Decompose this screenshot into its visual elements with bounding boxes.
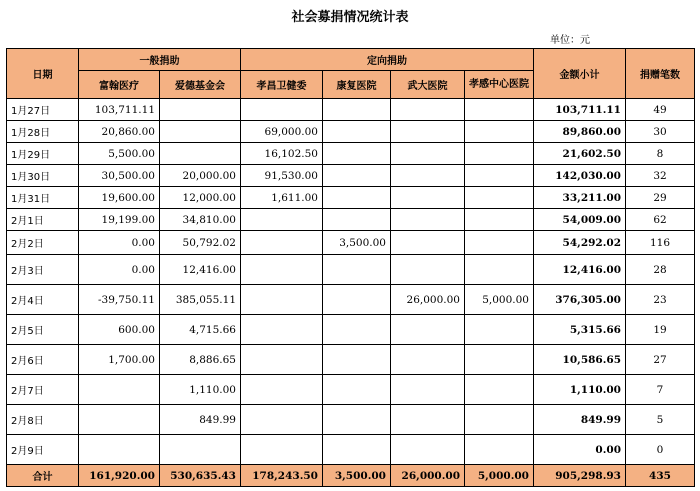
cell-count: 62	[626, 209, 695, 231]
total-xiaochang: 178,243.50	[241, 465, 323, 487]
cell-kangfu	[323, 315, 391, 345]
cell-count: 49	[626, 99, 695, 121]
cell-xiaochang	[241, 285, 323, 315]
cell-aide: 34,810.00	[160, 209, 241, 231]
cell-aide: 849.99	[160, 405, 241, 435]
cell-date: 2月9日	[7, 435, 79, 465]
cell-kangfu	[323, 99, 391, 121]
cell-count: 29	[626, 187, 695, 209]
cell-count: 0	[626, 435, 695, 465]
cell-aide: 12,416.00	[160, 255, 241, 285]
cell-subtotal: 33,211.00	[534, 187, 626, 209]
cell-aide	[160, 143, 241, 165]
cell-subtotal: 849.99	[534, 405, 626, 435]
total-aide: 530,635.43	[160, 465, 241, 487]
cell-kangfu	[323, 435, 391, 465]
header-count: 捐赠笔数	[626, 49, 695, 99]
cell-subtotal: 103,711.11	[534, 99, 626, 121]
cell-count: 5	[626, 405, 695, 435]
cell-wuda	[391, 143, 465, 165]
cell-date: 2月5日	[7, 315, 79, 345]
cell-kangfu	[323, 405, 391, 435]
cell-kangfu	[323, 165, 391, 187]
cell-date: 2月4日	[7, 285, 79, 315]
total-xiaogan: 5,000.00	[465, 465, 534, 487]
donation-table	[6, 48, 695, 487]
total-kangfu: 3,500.00	[323, 465, 391, 487]
cell-xiaochang	[241, 99, 323, 121]
cell-aide: 8,886.65	[160, 345, 241, 375]
table-row	[7, 121, 695, 143]
cell-count: 28	[626, 255, 695, 285]
cell-xiaochang	[241, 231, 323, 255]
cell-fuhan: 0.00	[79, 231, 160, 255]
cell-wuda: 26,000.00	[391, 285, 465, 315]
cell-kangfu	[323, 345, 391, 375]
cell-xiaogan	[465, 143, 534, 165]
cell-xiaogan	[465, 231, 534, 255]
cell-fuhan	[79, 405, 160, 435]
cell-fuhan: 103,711.11	[79, 99, 160, 121]
cell-xiaochang: 16,102.50	[241, 143, 323, 165]
cell-kangfu	[323, 285, 391, 315]
table-row	[7, 375, 695, 405]
table-row	[7, 231, 695, 255]
table-row	[7, 435, 695, 465]
cell-xiaochang	[241, 405, 323, 435]
header-general-group: 一般捐助	[79, 49, 241, 71]
header-aide: 爱德基金会	[160, 71, 241, 99]
header-wuda: 武大医院	[391, 71, 465, 99]
total-subtotal: 905,298.93	[534, 465, 626, 487]
cell-xiaochang	[241, 315, 323, 345]
cell-date: 2月3日	[7, 255, 79, 285]
cell-fuhan	[79, 375, 160, 405]
cell-xiaogan	[465, 121, 534, 143]
cell-date: 2月6日	[7, 345, 79, 375]
cell-xiaogan	[465, 165, 534, 187]
table-row	[7, 165, 695, 187]
cell-fuhan: -39,750.11	[79, 285, 160, 315]
cell-count: 8	[626, 143, 695, 165]
cell-xiaochang: 91,530.00	[241, 165, 323, 187]
table-row	[7, 405, 695, 435]
cell-count: 116	[626, 231, 695, 255]
page-title: 社会募捐情况统计表	[291, 10, 409, 25]
cell-wuda	[391, 435, 465, 465]
cell-xiaogan	[465, 99, 534, 121]
cell-count: 27	[626, 345, 695, 375]
cell-wuda	[391, 121, 465, 143]
cell-subtotal: 1,110.00	[534, 375, 626, 405]
cell-xiaochang: 1,611.00	[241, 187, 323, 209]
cell-aide: 1,110.00	[160, 375, 241, 405]
cell-xiaogan	[465, 315, 534, 345]
cell-kangfu	[323, 255, 391, 285]
cell-subtotal: 54,292.02	[534, 231, 626, 255]
cell-wuda	[391, 345, 465, 375]
cell-wuda	[391, 187, 465, 209]
cell-wuda	[391, 99, 465, 121]
table-row	[7, 143, 695, 165]
cell-wuda	[391, 255, 465, 285]
total-label: 合计	[7, 465, 79, 487]
cell-date: 2月2日	[7, 231, 79, 255]
cell-date: 1月28日	[7, 121, 79, 143]
cell-subtotal: 12,416.00	[534, 255, 626, 285]
cell-date: 1月30日	[7, 165, 79, 187]
total-fuhan: 161,920.00	[79, 465, 160, 487]
cell-fuhan: 600.00	[79, 315, 160, 345]
cell-wuda	[391, 315, 465, 345]
cell-kangfu	[323, 375, 391, 405]
cell-xiaochang	[241, 255, 323, 285]
cell-wuda	[391, 405, 465, 435]
unit-label: 单位：元	[550, 35, 590, 46]
cell-fuhan: 30,500.00	[79, 165, 160, 187]
cell-kangfu	[323, 187, 391, 209]
cell-date: 2月7日	[7, 375, 79, 405]
cell-aide	[160, 99, 241, 121]
cell-aide: 20,000.00	[160, 165, 241, 187]
cell-subtotal: 0.00	[534, 435, 626, 465]
cell-aide	[160, 435, 241, 465]
header-directed-group: 定向捐助	[241, 49, 534, 71]
cell-xiaogan: 5,000.00	[465, 285, 534, 315]
cell-subtotal: 5,315.66	[534, 315, 626, 345]
cell-kangfu	[323, 121, 391, 143]
cell-fuhan: 20,860.00	[79, 121, 160, 143]
cell-count: 23	[626, 285, 695, 315]
table-row	[7, 315, 695, 345]
cell-wuda	[391, 231, 465, 255]
cell-date: 1月31日	[7, 187, 79, 209]
cell-date: 1月29日	[7, 143, 79, 165]
table-row	[7, 285, 695, 315]
cell-xiaochang	[241, 435, 323, 465]
total-count: 435	[626, 465, 695, 487]
table-row	[7, 209, 695, 231]
cell-kangfu	[323, 209, 391, 231]
total-row	[7, 465, 695, 487]
cell-count: 32	[626, 165, 695, 187]
cell-wuda	[391, 209, 465, 231]
cell-wuda	[391, 165, 465, 187]
cell-xiaogan	[465, 435, 534, 465]
cell-subtotal: 376,305.00	[534, 285, 626, 315]
cell-aide: 12,000.00	[160, 187, 241, 209]
cell-aide: 50,792.02	[160, 231, 241, 255]
cell-date: 1月27日	[7, 99, 79, 121]
header-fuhan: 富翰医疗	[79, 71, 160, 99]
cell-count: 30	[626, 121, 695, 143]
table-row	[7, 187, 695, 209]
cell-xiaochang	[241, 375, 323, 405]
cell-count: 19	[626, 315, 695, 345]
cell-subtotal: 10,586.65	[534, 345, 626, 375]
cell-xiaochang: 69,000.00	[241, 121, 323, 143]
table-row	[7, 255, 695, 285]
cell-fuhan: 1,700.00	[79, 345, 160, 375]
header-subtotal: 金额小计	[534, 49, 626, 99]
cell-xiaochang	[241, 345, 323, 375]
table-row	[7, 99, 695, 121]
cell-fuhan: 5,500.00	[79, 143, 160, 165]
cell-wuda	[391, 375, 465, 405]
cell-fuhan: 19,199.00	[79, 209, 160, 231]
cell-xiaogan	[465, 255, 534, 285]
cell-kangfu: 3,500.00	[323, 231, 391, 255]
cell-subtotal: 142,030.00	[534, 165, 626, 187]
cell-xiaogan	[465, 375, 534, 405]
cell-fuhan: 19,600.00	[79, 187, 160, 209]
header-date: 日期	[7, 49, 79, 99]
cell-fuhan	[79, 435, 160, 465]
header-kangfu: 康复医院	[323, 71, 391, 99]
cell-count: 7	[626, 375, 695, 405]
header-xiaogan: 孝感中心医院	[465, 71, 534, 99]
cell-xiaogan	[465, 345, 534, 375]
header-xiaochang: 孝昌卫健委	[241, 71, 323, 99]
cell-xiaogan	[465, 209, 534, 231]
cell-xiaogan	[465, 405, 534, 435]
cell-subtotal: 89,860.00	[534, 121, 626, 143]
cell-xiaogan	[465, 187, 534, 209]
cell-kangfu	[323, 143, 391, 165]
cell-aide	[160, 121, 241, 143]
cell-subtotal: 54,009.00	[534, 209, 626, 231]
cell-aide: 4,715.66	[160, 315, 241, 345]
cell-date: 2月1日	[7, 209, 79, 231]
cell-aide: 385,055.11	[160, 285, 241, 315]
table-row	[7, 345, 695, 375]
total-wuda: 26,000.00	[391, 465, 465, 487]
cell-subtotal: 21,602.50	[534, 143, 626, 165]
cell-xiaochang	[241, 209, 323, 231]
cell-fuhan: 0.00	[79, 255, 160, 285]
cell-date: 2月8日	[7, 405, 79, 435]
